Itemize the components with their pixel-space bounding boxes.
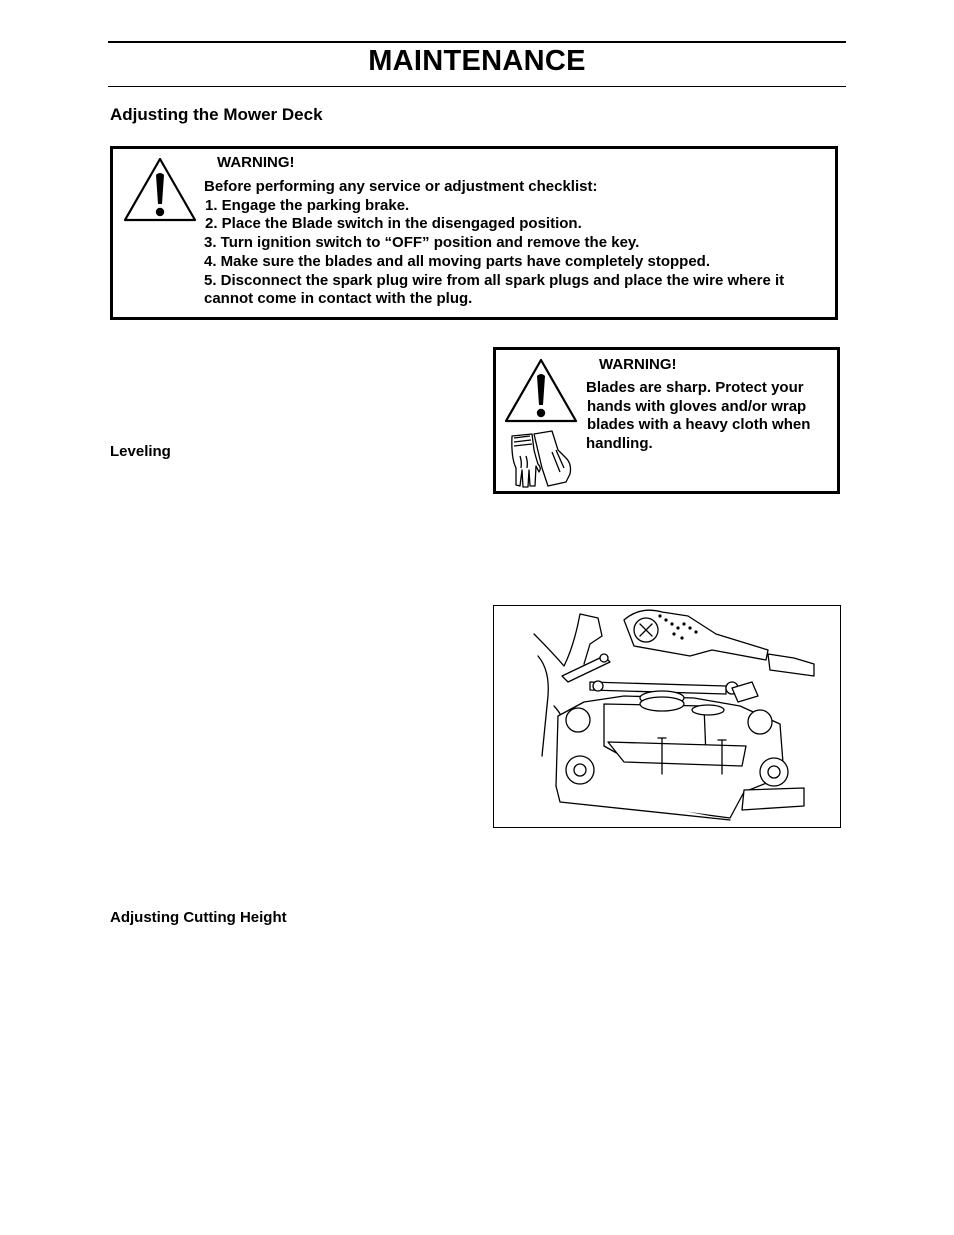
warning-checklist: [204, 178, 784, 309]
gloves-icon: [508, 428, 578, 490]
checklist-item: 1. Engage the parking brake.: [205, 196, 410, 214]
checklist-intro: Before performing any service or adjustment checklist:: [204, 178, 598, 195]
safety-checklist-warning: [110, 146, 838, 320]
checklist-item: 3. Turn ignition switch to “OFF” position and remove the key.: [204, 234, 640, 252]
cutting-height-heading: Adjusting Cutting Height: [110, 909, 287, 926]
blades-warning-text: [586, 379, 810, 454]
header-top-rule: [108, 41, 846, 43]
checklist-item: 5. Disconnect the spark plug wire from all spark plugs and place the wire where it: [204, 271, 785, 289]
mower-deck-figure: [493, 605, 841, 828]
checklist-item: 2. Place the Blade switch in the disengaged position.: [205, 215, 582, 233]
page-title: MAINTENANCE: [368, 45, 586, 77]
warning-line: handling.: [586, 435, 653, 453]
warning-line: Blades are sharp. Protect your: [586, 379, 804, 396]
sharp-blades-warning: [493, 347, 840, 494]
checklist-item: 4. Make sure the blades and all moving parts have completely stopped.: [204, 252, 710, 270]
exclamation-triangle-icon: [503, 357, 579, 425]
leveling-heading: Leveling: [110, 443, 171, 460]
warning-line: hands with gloves and/or wrap: [587, 397, 807, 415]
section-heading: Adjusting the Mower Deck: [110, 105, 323, 124]
warning-title: WARNING!: [217, 154, 295, 171]
mower-deck-illustration: [494, 606, 839, 826]
exclamation-triangle-icon: [122, 156, 198, 224]
warning-title: WARNING!: [599, 356, 677, 373]
checklist-item-continued: cannot come in contact with the plug.: [204, 290, 473, 308]
header-bottom-rule: [108, 86, 846, 87]
warning-line: blades with a heavy cloth when: [587, 416, 811, 434]
